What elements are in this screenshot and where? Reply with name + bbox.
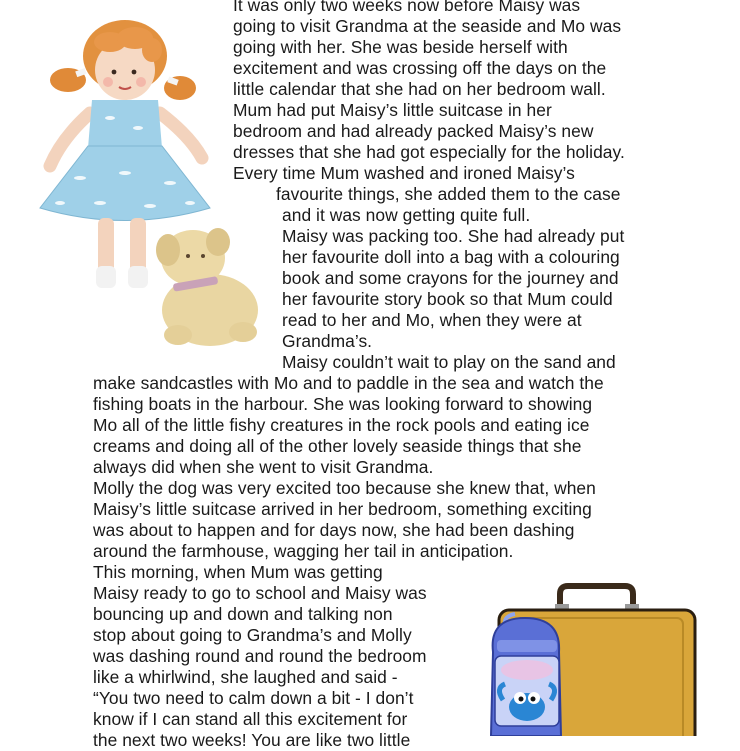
plush-dog-illustration bbox=[148, 220, 266, 350]
story-line: dresses that she had got especially for the holiday. bbox=[233, 142, 625, 162]
story-line: Molly the dog was very excited too because she knew that, when bbox=[93, 478, 596, 498]
story-line: “You two need to calm down a bit - I don’t bbox=[93, 688, 414, 708]
story-line: know if I can stand all this excitement for bbox=[93, 709, 408, 729]
story-line: stop about going to Grandma’s and Molly bbox=[93, 625, 412, 645]
story-line: like a whirlwind, she laughed and said - bbox=[93, 667, 398, 687]
story-line: Maisy ready to go to school and Maisy was bbox=[93, 583, 427, 603]
story-line: and it was now getting quite full. bbox=[282, 205, 531, 225]
story-line: Grandma’s. bbox=[282, 331, 373, 351]
story-line: her favourite story book so that Mum could bbox=[282, 289, 613, 309]
story-line: bedroom and had already packed Maisy’s new bbox=[233, 121, 594, 141]
story-line: bouncing up and down and talking non bbox=[93, 604, 393, 624]
story-line: little calendar that she had on her bedroom wall. bbox=[233, 79, 606, 99]
story-line: creams and doing all of the other lovely seaside things that she bbox=[93, 436, 582, 456]
story-line: make sandcastles with Mo and to paddle in the sea and watch the bbox=[93, 373, 604, 393]
story-line: always did when she went to visit Grandma. bbox=[93, 457, 434, 477]
story-line: going to visit Grandma at the seaside and Mo was bbox=[233, 16, 622, 36]
story-line: This morning, when Mum was getting bbox=[93, 562, 383, 582]
story-line: Maisy couldn’t wait to play on the sand and bbox=[282, 352, 616, 372]
story-line: It was only two weeks now before Maisy was bbox=[233, 0, 581, 15]
story-line: Maisy’s little suitcase arrived in her bedroom, something exciting bbox=[93, 499, 592, 519]
story-line: her favourite doll into a bag with a colouring bbox=[282, 247, 620, 267]
story-line: Mum had put Maisy’s little suitcase in her bbox=[233, 100, 552, 120]
story-line: read to her and Mo, when they were at bbox=[282, 310, 582, 330]
story-line: going with her. She was beside herself with bbox=[233, 37, 568, 57]
story-line: fishing boats in the harbour. She was looking forward to showing bbox=[93, 394, 593, 414]
story-line: the next two weeks! You are like two little bbox=[93, 730, 411, 750]
story-line: excitement and was crossing off the days on the bbox=[233, 58, 607, 78]
story-line: Every time Mum washed and ironed Maisy’s bbox=[233, 163, 575, 183]
story-line: was about to happen and for days now, she had been dashing bbox=[93, 520, 575, 540]
suitcase-backpack-illustration bbox=[475, 582, 700, 736]
story-line: around the farmhouse, wagging her tail in anticipation. bbox=[93, 541, 514, 561]
story-line: book and some crayons for the journey and bbox=[282, 268, 619, 288]
story-line: was dashing round and round the bedroom bbox=[93, 646, 427, 666]
story-line: favourite things, she added them to the case bbox=[276, 184, 621, 204]
story-line: Mo all of the little fishy creatures in the rock pools and eating ice bbox=[93, 415, 590, 435]
story-line: Maisy was packing too. She had already put bbox=[282, 226, 625, 246]
